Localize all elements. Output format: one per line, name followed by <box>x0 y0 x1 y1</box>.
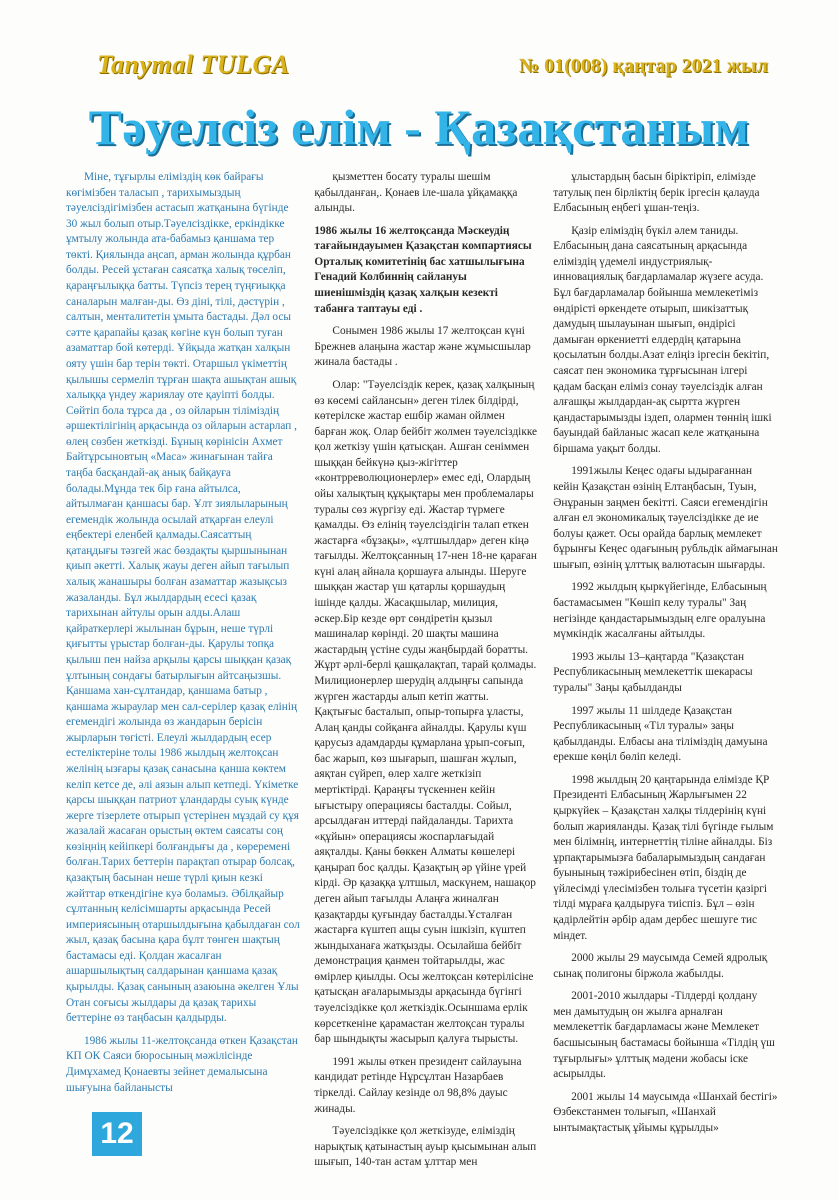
paragraph: 2001 жылы 14 маусымда «Шанхай бестігі» Өзбекстанмен толығып, «Шанхай ынтымақтастық ұйымы құрылды» <box>553 1090 778 1134</box>
paragraph: 1998 жылдың 20 қаңтарында елімізде ҚР Президенті Елбасының Жарлығымен 22 қыркүйек – Қазақстан халқы тілдерінің күні болып жарияланды. Қазақ тілі бүгінде ғылым мен білімнің, интернеттің тіліне айналды. Біз ұрпақтарымызға бабаларымыздың сандаған буынының тәжірибесінен өтіп, біздің де үйлесімді үлесімізбен толыға түсетін қазіргі тілді мұраға қалдыруға тиіспіз. Бұл – өзін қадірлейтін әрбір адам дербес шешуге тис міндет. <box>553 773 774 942</box>
article-column-2 <box>314 170 539 1169</box>
article-body <box>66 170 778 1169</box>
article-headline: Тәуелсіз елім - Қазақстаным <box>88 99 750 155</box>
paragraph: ұлыстардың басын біріктіріп, елімізде татулық пен бірліктің берік іргесін қалауда Елбасының еңбегі ұшан-теңіз. <box>553 171 760 215</box>
paragraph: 1993 жылы 13–қаңтарда "Қазақстан Республикасының мемлекеттік шекарасы туралы" Заңы қабылданды <box>553 650 753 694</box>
article-column-1 <box>66 170 300 1130</box>
paragraph: 2000 жылы 29 маусымда Семей ядролық сынақ полигоны біржола жабылды. <box>553 952 768 980</box>
paragraph: 1991 жылы өткен президент сайлауына кандидат ретінде Нұрсұлтан Назарбаев тіркелді. Сайлау кезінде ол 98,8% дауыс жинады. <box>314 1055 522 1115</box>
paragraph: 1997 жылы 11 шілдеде Қазақстан Республикасының «Тіл туралы» заңы қабылданды. Елбасы ана тіліміздің дамуына ерекше көңіл бөліп келеді. <box>553 704 768 764</box>
issue-info: № 01(008) қаңтар 2021 жыл <box>519 55 768 77</box>
page-number-badge: 12 <box>92 1112 142 1156</box>
paragraph: 1992 жылдың қыркүйегінде, Елбасының бастамасымен "Көшіп келу туралы" Заң негізінде қандастарымыздың елге оралуына мүмкіндік жасалғаны айтылды. <box>553 581 767 641</box>
paragraph: 2001-2010 жылдары -Тілдерді қолдану мен дамытудың он жылға арналған мемлекеттік бағдарламасы және Мемлекет басшысының бастамасы бойынша «Тілдің үш тұғырлығы» ұлттық мәдени жобасы іске асырылды. <box>553 990 775 1081</box>
paragraph: 1986 жылы 11-желтоқсанда өткен Қазақстан КП ОК Саяси бюросының мәжілісінде Димұхамед Қонаевты зейнет демалысына шығуына байланысты <box>66 1034 298 1094</box>
paragraph: қызметтен босату туралы шешім қабылданған,. Қонаев іле-шала ұйқамаққа алынды. <box>314 171 518 215</box>
paragraph: 1991жылы Кеңес одағы ыдырағаннан кейін Қазақстан өзінің Елтаңбасын, Туын, Әнұранын заңмен бекітті. Саяси егемендігін алған ел экономикалық тәуелсіздікке де ие болуы қажет. Осы орайда барлық мемлекет бұрынғы Кеңес одағының рубльдік аймағынан шығып, өзінің ұлттық валютасын шығарды. <box>553 465 778 571</box>
article-column-3 <box>553 170 778 1134</box>
paragraph: Тәуелсіздікке қол жеткізуде, еліміздің нарықтық қатынастың ауыр қысымынан алып шығып, 140-тан астам ұлттар мен <box>314 1125 537 1169</box>
paragraph: Олар: "Тәуелсіздік керек, қазақ халқының өз көсемі сайлансын» деген тілек білдірді, көтерілске жастар ешбір жаман ойлмен барған жоқ. Олар бейбіт жолмен тәуелсіздікке қол жеткізу үшін қатысқан. Ашған сеніммен шыққан бейкүнә қыз-жігіттер «контрреволюционерлер» емес еді, Олардың ойы халықтың құқықтары мен проблемалары туралы сөз жүргізу еді. Жастар түрмеге қамалды. Өз елінің тәуелсіздігін талап еткен жастарға «бұзақы», «ұлтшылдар» деген кіңә тағылды. Желтоқсанның 17-нен 18-не қараған күні алаң айнала қоршауға алынды. Шеруге шыққан жастар үш қатарлы қоршаудың ішінде қалды. Жасақшылар, милиция, әскер.Бір кезде өрт сөндіретін қызыл машиналар көрінді. 20 шақты машина жастардың үстіне суды жаңбырдай боратты. Жұрт әрлі-берлі қашқалақтап, тарай қолмады. Милиционерлер шерудің алдыңғы сапында жүрген жастарды алып кетіп жатты. Қақтығыс басталып, опыр-топырға ұласты, Алаң қанды сойқанға айналды. Қарулы күш қарусыз адамдарды құмарлана ұрып-соғып, бас жарып, көз шығарып, шашған жұлып, аяқтан сүйреп, өлер халге жеткізіп мертіктірді. Қараңғы түскеннен кейін ығыстыру операциясы басталды. Сойыл, арсылдаған иттерді пайдаланды. Тарихта «құйын» операциясы жоспарлағыдай аяқталды. Қаны бөккен Алматы көшелері қаңырап бос қалды. Қазақтың әр үйіне үрей кірді. Әр қазаққа ұлтшыл, маскүнем, нашақор деген айып тағылды Алаңға жиналған қазақтарды қуғындау басталды.Ұсталған жастарға күштеп ащы суын ішкізіп, күштеп жындыханаға жатқызды. Осылайша бейбіт демонстрация қанмен тойтарылды, жас өмірлер қиылды. Осы желтоқсан көтерілісіне қатысқан ағаларымызды арқасында бүгінгі тәуелсіздікке қол жеткіздік.Осыншама ерлік көрсеткеніне қарамастан желтоқсан туралы бар шындықты жасырып қалуға тырысты. <box>314 378 538 1046</box>
bold-paragraph: 1986 жылы 16 желтоқсанда Мәскеудің тағайындауымен Қазақстан компартиясы Орталық комитетінің бас хатшылығына Генадий Колбиннің сайлануы шиенішміздің қазақ халқын кезекті табанға таптауы еді . <box>314 224 532 315</box>
magazine-title: Tanymal TULGA <box>97 50 290 79</box>
paragraph: Міне, тұғырлы еліміздің көк байрағы көгімізбен таласып , тарихымыздың тәуелсіздігімізбен астасып жатқанына бүгінде 30 жыл болып отыр.Тәуелсіздікке, еркіндікке ұмтылу жолында ата-бабамыз қаншама тер төкті. Қиялында аңсап, арман жолында құрбан болды. Ресей ұстаған саясатқа халық төселіп, қараңғылыққа батты. Түпсіз терең түңғиыққа саналарын малған-ды. Өз діні, тілі, дәстүрін , салтын, менталитетін ұмыта бастады. Дәл осы сәтте қарапайы қазақ көгіне күн болып туған азаматтар бой көтерді. Ұйқыда жатқан халқын ояту үшін бар терін төкті. Отаршыл үкіметтің қылышы сермеліп тұрған шақта ашықтан ашық халыққа үндеу жариялау оте қауіпті болды. Сөйтіп бола тұрса да , оз ойларын тіліміздің әршектілігінің арқасында оз ойларын астарлап , өлең сөзбен жеткізді. Бұның көрінісін Ахмет Байтұрсыновтың «Маса» жинағынан тайға таңба басқандай-ақ анық байқауға болады.Мұнда тек бір ғана айтылса, айтылмаған қаншасы бар. Ұлт зиялыларының егемендік жолында осылай атқарған елеулі еңбектері еленбей қалмады.Саясаттың қатаңдығы тәзгей жас бөздақты қыршынынан қиып әкетті. Халық жауы деген айып тағылып халық жанашыры болған азаматтар жазықсыз жазаланды. Бұл жылдардың есесі қазақ тарихынан айтулы орын алды.Алаш қайраткерлері жылынан бұрын, неше түрлі қиғытты үрыстар болған-ды. Қарулы топқа қылыш пен найза арқылы қарсы шыққан қазақ ұлтының сондағы батырлығын айтсаңызшы. Қаншама хан-сұлтандар, қаншама батыр , қаншама жыраулар мен сал-серілер қазақ елінің егемендігі жолында өз жандарын берісін жырларын төгісті. Елеулі жылдардың есер естеліктеріне толы 1986 жылдың желтоқсан желінің ызғары қазақ санасына қанша көктем келіп кетсе де, әлі аязын алып кетпеді. Үкіметке қарсы шыққан патриот ұландарды суық күнде жерге тізерлете отырып үстерінен мұздай су құя жазалай жасаған орыстың өктем саясаты соң көзіңнің кейіпкері болғандығы да , көреремені болған.Тарих беттерін парақтап отырар болсақ, қазақтың басынан неше түрлі қиын кезкі жәйттар өткендігіне куә боламыз. Әбілқайыр сұлтанның келісімшарты арқасында Ресей империясының отаршылдығына қабылдаған сол жыл, қазақ басына қара бұлт төнген шақтың бастамасы еді. Қолдан жасалған ашаршылықтың салдарынан қаншама қазақ қырылды. Қазақ санының азаюына әкелген Ұлы Отан соғысы жылдары да қазақ тарихы беттеріне өз таңбасын қалдырды. <box>66 171 300 1025</box>
paragraph: Сонымен 1986 жылы 17 желтоқсан күні Брежнев алаңына жастар және жұмысшылар жинала бастады . <box>314 325 531 369</box>
paragraph: Қазір еліміздің бүкіл әлем таниды. Елбасының дана саясатының арқасында еліміздің үдемелі индустриялық-инновациялық бағдарламалар жүзеге асуда. Бұл бағдарламалар бойынша мемлекетіміз өндірісті өркендете отырып, шикізаттық дамудың шылауынан шығып, өндірісі дамыған өркениетті елдердің қатарына қосылатын болды.Азат еліңіз іргесін бекітіп, саясат пен экономика тұрғысынан ілгері қадам басқан еліміз сонау тәуелсіздік алған алғашқы жылдардан-ақ сыртта жүрген қандастарымызды іздеп, олармен төннің ішкі бауындай байланыс жасап келе жатқанына біршама уақыт болды. <box>553 224 772 455</box>
